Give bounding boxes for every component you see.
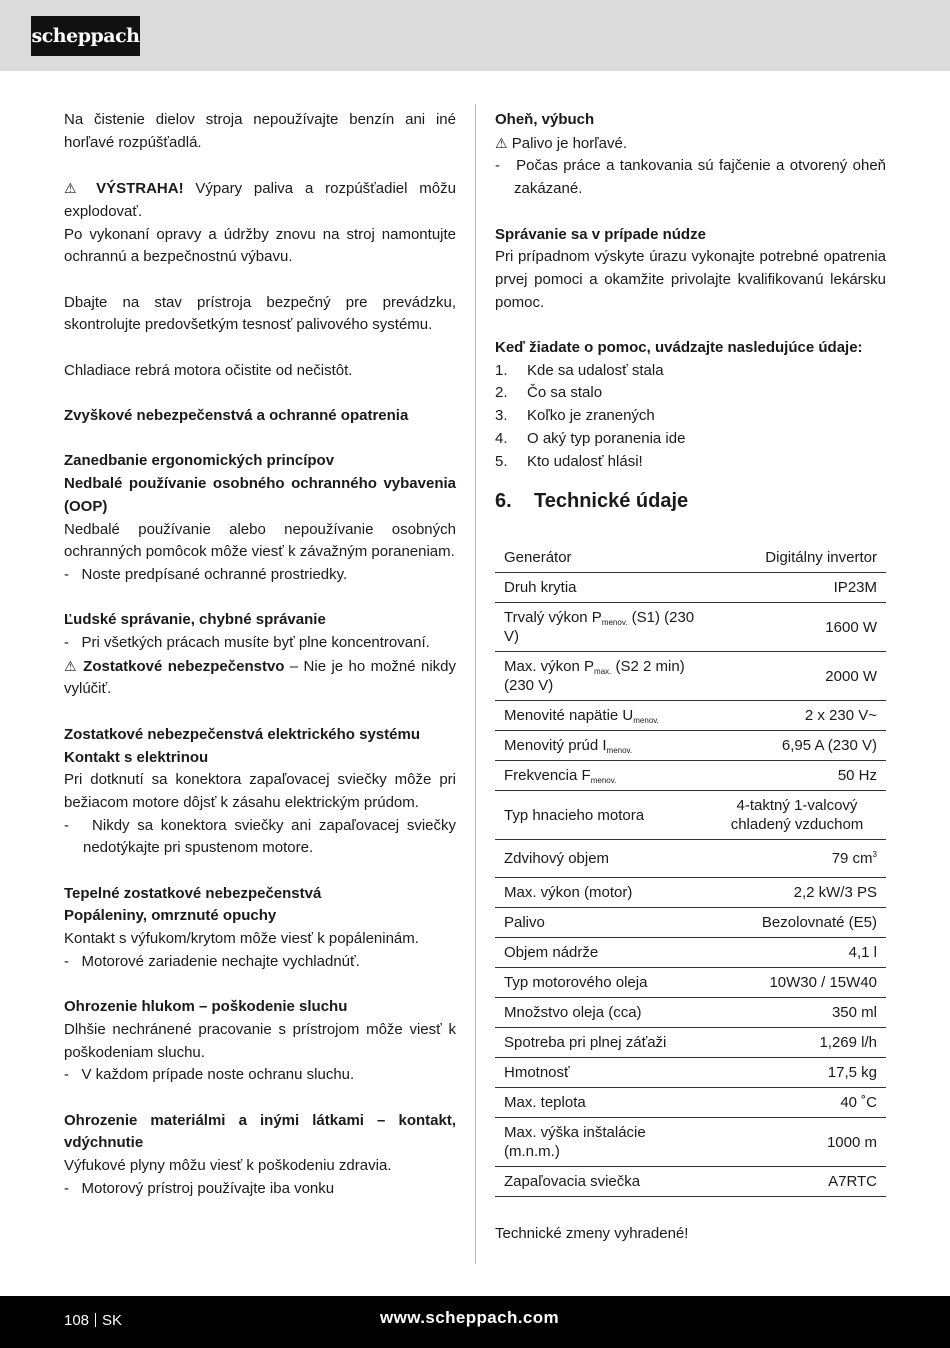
fire-heading: Oheň, výbuch <box>495 111 595 128</box>
left-column <box>64 109 456 1201</box>
cooling-fins-paragraph: Chladiace rebrá motora očistite od nečistôt. <box>64 361 353 379</box>
human-behaviour-heading: Ľudské správanie, chybné správanie <box>64 611 326 629</box>
list-item: - Motorový prístroj používajte iba vonku <box>64 1179 335 1197</box>
table-row: Objem nádrže 4,1 l <box>495 938 886 968</box>
materials-heading: Ohrozenie materiálmi a inými látkami – kontakt, vdýchnutie <box>64 1111 456 1152</box>
footer-bar <box>0 1296 950 1348</box>
noise-heading: Ohrozenie hlukom – poškodenie sluchu <box>64 998 348 1016</box>
table-row: Frekvencia $F_{menov.}$ 50 Hz <box>495 761 886 791</box>
noise-paragraph: Dlhšie nechránené pracovanie s prístrojom môže viesť k poškodeniam sluchu. <box>64 1020 456 1061</box>
table-row: Generátor Digitálny invertor <box>495 539 886 573</box>
fire-warning: ⚠ Palivo je horľavé. <box>495 134 627 152</box>
help-heading: Keď žiadate o pomoc, uvádzajte nasledujúce údaje: <box>495 339 863 356</box>
table-row: Typ hnacieho motora 4-taktný 1-valcový chladený vzduchom <box>495 791 886 840</box>
right-column <box>495 109 886 1246</box>
section-heading <box>495 486 886 516</box>
list-item: - Nikdy sa konektora sviečky ani zapaľovacej sviečky nedotýkajte pri spustenom motore. <box>64 816 456 857</box>
column-divider <box>475 104 476 1264</box>
table-row: Max. výkon $P_{max.}$ (S2 2 min) (230 V) 2000 W <box>495 652 886 701</box>
residual-risks-heading: Zvyškové nebezpečenstvá a ochranné opatrenia <box>64 407 409 425</box>
ergonomics-heading: Zanedbanie ergonomických princípov <box>64 452 335 470</box>
table-row: Palivo Bezolovnaté (E5) <box>495 908 886 938</box>
safety-state-paragraph: Dbajte na stav prístroja bezpečný pre prevádzku, skontrolujte predovšetkým tesnosť palivového systému. <box>64 293 456 334</box>
list-item: - Počas práce a tankovania sú fajčenie a otvorený oheň zakázané. <box>495 157 887 198</box>
table-row: Max. výška inštalácie (m.n.m.) 1000 m <box>495 1118 886 1167</box>
warning-text: Výpary paliva a rozpúšťadiel môžu explodovať. <box>64 180 456 220</box>
warning-triangle-icon: ⚠ <box>64 180 85 197</box>
reassembly-paragraph: Po vykonaní opravy a údržby znovu na stroj namontujte ochrannú a bezpečnostnú výbavu. <box>64 225 456 266</box>
help-list <box>495 360 886 474</box>
electric-paragraph: Pri dotknutí sa konektora zapaľovacej sviečky môže pri bežiacom motore dôjsť k zásahu elektrickým prúdom. <box>64 771 456 811</box>
warning-triangle-icon: ⚠ <box>64 657 78 674</box>
warning-paragraph <box>64 177 456 223</box>
table-row: Množstvo oleja (cca) 350 ml <box>495 998 886 1028</box>
ppe-paragraph: Nedbalé používanie alebo nepoužívanie osobných ochranných pomôcok môže viesť k závažným poraneniam. <box>64 520 456 561</box>
cleaning-paragraph: Na čistenie dielov stroja nepoužívajte benzín ani iné horľavé rozpúšťadlá. <box>64 111 456 151</box>
list-item: - V každom prípade noste ochranu sluchu. <box>64 1066 355 1084</box>
residual-risk-text: – Nie je ho možné nikdy vylúčiť. <box>64 657 456 698</box>
list-item: - Motorové zariadenie nechajte vychladnúť. <box>64 952 360 970</box>
emergency-heading: Správanie sa v prípade núdze <box>495 225 706 243</box>
specifications-table <box>495 539 886 1197</box>
list-item: 3. Koľko je zranených <box>495 407 655 425</box>
list-item: 4. O aký typ poranenia ide <box>495 429 686 447</box>
header-bar <box>0 0 950 71</box>
residual-risk-label: Zostatkové nebezpečenstvo <box>83 657 285 675</box>
table-row: Druh krytia IP23M <box>495 573 886 603</box>
technical-changes-note: Technické zmeny vyhradené! <box>495 1225 689 1243</box>
thermal-risks-heading: Tepelné zostatkové nebezpečenstvá <box>64 884 322 902</box>
table-row: Menovitý prúd $I_{menov.}$ 6,95 A (230 V) <box>495 731 886 761</box>
table-row: Max. výkon (motor) 2,2 kW/3 PS <box>495 878 886 908</box>
materials-paragraph: Výfukové plyny môžu viesť k poškodeniu zdravia. <box>64 1157 392 1175</box>
table-row: Spotreba pri plnej záťaži 1,269 l/h <box>495 1028 886 1058</box>
table-row: Max. teplota 40 ˚C <box>495 1088 886 1118</box>
section-number: 6. <box>495 490 512 513</box>
residual-risk-paragraph <box>64 655 456 701</box>
table-row: Zapaľovacia sviečka A7RTC <box>495 1167 886 1197</box>
list-item: 2. Čo sa stalo <box>495 384 603 402</box>
burns-paragraph: Kontakt s výfukom/krytom môže viesť k popáleninám. <box>64 930 419 948</box>
table-row: Hmotnosť 17,5 kg <box>495 1058 886 1088</box>
page-number: 108 SK <box>64 1312 123 1329</box>
ppe-heading: Nedbalé používanie osobného ochranného vybavenia (OOP) <box>64 475 456 515</box>
table-row: Typ motorového oleja 10W30 / 15W40 <box>495 968 886 998</box>
table-row: Zdvihový objem 79 $cm^3$ <box>495 840 886 878</box>
list-item: - Pri všetkých prácach musíte byť plne koncentrovaní. <box>64 634 430 652</box>
list-item: - Noste predpísané ochranné prostriedky. <box>64 565 348 583</box>
burns-heading: Popáleniny, omrznuté opuchy <box>64 907 277 925</box>
electrical-risks-heading: Zostatkové nebezpečenstvá elektrického systému <box>64 725 420 743</box>
section-title: Technické údaje <box>534 490 689 513</box>
scheppach-logo: scheppach <box>31 16 140 56</box>
list-item: 5. Kto udalosť hlási! <box>495 452 643 470</box>
table-row: Trvalý výkon $P_{menov.}$ (S1) (230 V) 1600 W <box>495 603 886 652</box>
electric-contact-heading: Kontakt s elektrinou <box>64 748 209 766</box>
website-link[interactable]: www.scheppach.com <box>380 1308 560 1327</box>
emergency-paragraph: Pri prípadnom výskyte úrazu vykonajte potrebné opatrenia prvej pomoci a okamžite privolajte kvalifikovanú lekársku pomoc. <box>495 248 886 311</box>
table-row: Menovité napätie $U_{menov.}$ 2 x 230 V~ <box>495 701 886 731</box>
list-item: 1. Kde sa udalosť stala <box>495 361 664 379</box>
warning-label: VÝSTRAHA! <box>96 180 184 198</box>
warning-triangle-icon: ⚠ <box>495 134 508 151</box>
